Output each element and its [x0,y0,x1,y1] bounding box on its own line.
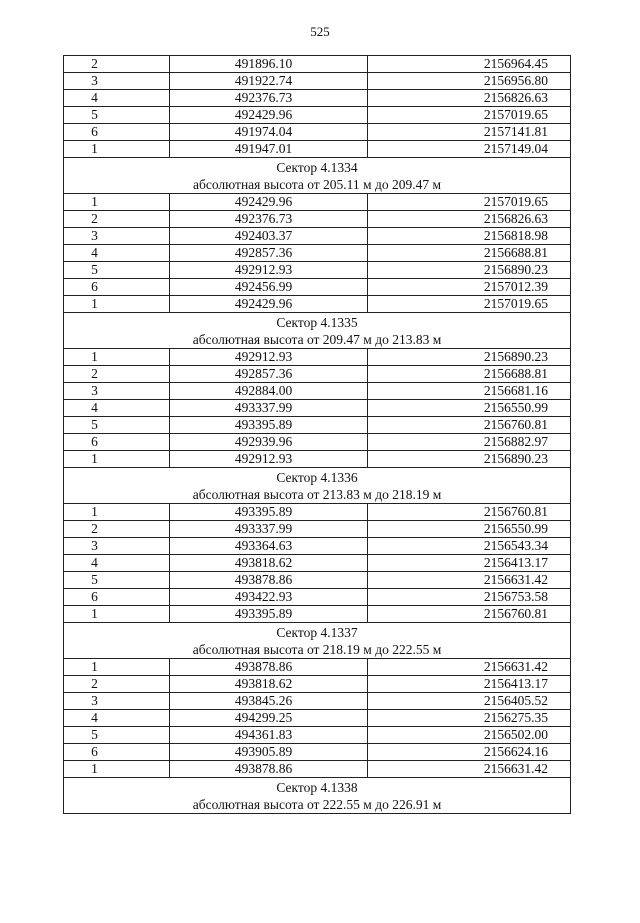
point-number-cell: 1 [64,659,170,676]
y-coordinate-cell: 2156818.98 [368,228,571,245]
sector-elevation: абсолютная высота от 218.19 м до 222.55 м [192,641,442,657]
x-coordinate-cell: 492456.99 [170,279,368,296]
sector-title: Сектор 4.1335 [276,314,358,330]
table-row [64,349,571,366]
table-row [64,296,571,313]
table-row [64,194,571,211]
x-coordinate-cell: 493337.99 [170,521,368,538]
sector-header [64,623,571,659]
x-coordinate-cell: 493395.89 [170,606,368,623]
point-number-cell: 6 [64,279,170,296]
table-row [64,141,571,158]
y-coordinate-cell: 2157019.65 [368,194,571,211]
x-coordinate-cell: 493364.63 [170,538,368,555]
table-row [64,366,571,383]
point-number-cell: 6 [64,434,170,451]
sector-header-row [64,778,571,814]
table-row [64,262,571,279]
point-number-cell: 1 [64,349,170,366]
point-number-cell: 1 [64,761,170,778]
point-number-cell: 3 [64,538,170,555]
x-coordinate-cell: 492429.96 [170,296,368,313]
y-coordinate-cell: 2156550.99 [368,521,571,538]
y-coordinate-cell: 2156405.52 [368,693,571,710]
x-coordinate-cell: 493337.99 [170,400,368,417]
table-row [64,555,571,572]
x-coordinate-cell: 491947.01 [170,141,368,158]
y-coordinate-cell: 2157019.65 [368,107,571,124]
table-row [64,417,571,434]
y-coordinate-cell: 2156964.45 [368,56,571,73]
x-coordinate-cell: 492429.96 [170,194,368,211]
table-row [64,56,571,73]
table-row [64,761,571,778]
sector-header-row [64,623,571,659]
point-number-cell: 3 [64,693,170,710]
point-number-cell: 4 [64,710,170,727]
coordinates-table [63,55,571,814]
x-coordinate-cell: 491922.74 [170,73,368,90]
x-coordinate-cell: 493395.89 [170,504,368,521]
y-coordinate-cell: 2156543.34 [368,538,571,555]
point-number-cell: 5 [64,262,170,279]
y-coordinate-cell: 2156753.58 [368,589,571,606]
table-row [64,107,571,124]
x-coordinate-cell: 493422.93 [170,589,368,606]
table-row [64,90,571,107]
x-coordinate-cell: 493818.62 [170,676,368,693]
x-coordinate-cell: 492939.96 [170,434,368,451]
point-number-cell: 6 [64,589,170,606]
sector-title: Сектор 4.1334 [276,159,358,175]
table-row [64,279,571,296]
table-row [64,606,571,623]
y-coordinate-cell: 2156760.81 [368,417,571,434]
table-row [64,434,571,451]
sector-elevation: абсолютная высота от 222.55 м до 226.91 м [192,796,442,812]
coordinates-table-body [64,56,571,814]
table-row [64,676,571,693]
y-coordinate-cell: 2157149.04 [368,141,571,158]
x-coordinate-cell: 491896.10 [170,56,368,73]
x-coordinate-cell: 492912.93 [170,451,368,468]
x-coordinate-cell: 494361.83 [170,727,368,744]
y-coordinate-cell: 2156890.23 [368,262,571,279]
point-number-cell: 4 [64,245,170,262]
page-number: 525 [310,24,330,39]
sector-elevation: абсолютная высота от 213.83 м до 218.19 м [192,486,442,502]
sector-header [64,778,571,814]
point-number-cell: 3 [64,228,170,245]
y-coordinate-cell: 2156760.81 [368,606,571,623]
x-coordinate-cell: 494299.25 [170,710,368,727]
x-coordinate-cell: 492912.93 [170,262,368,279]
x-coordinate-cell: 492884.00 [170,383,368,400]
table-row [64,451,571,468]
sector-header-row [64,313,571,349]
sector-title: Сектор 4.1337 [276,624,358,640]
table-row [64,228,571,245]
point-number-cell: 5 [64,727,170,744]
point-number-cell: 1 [64,194,170,211]
x-coordinate-cell: 493878.86 [170,572,368,589]
point-number-cell: 1 [64,504,170,521]
y-coordinate-cell: 2157141.81 [368,124,571,141]
y-coordinate-cell: 2156882.97 [368,434,571,451]
y-coordinate-cell: 2156413.17 [368,555,571,572]
y-coordinate-cell: 2156624.16 [368,744,571,761]
point-number-cell: 4 [64,400,170,417]
point-number-cell: 5 [64,417,170,434]
x-coordinate-cell: 492912.93 [170,349,368,366]
point-number-cell: 2 [64,366,170,383]
sector-header [64,468,571,504]
x-coordinate-cell: 493845.26 [170,693,368,710]
x-coordinate-cell: 492403.37 [170,228,368,245]
table-row [64,521,571,538]
point-number-cell: 2 [64,211,170,228]
point-number-cell: 6 [64,744,170,761]
point-number-cell: 4 [64,90,170,107]
x-coordinate-cell: 493878.86 [170,659,368,676]
point-number-cell: 1 [64,141,170,158]
x-coordinate-cell: 493395.89 [170,417,368,434]
point-number-cell: 6 [64,124,170,141]
x-coordinate-cell: 492857.36 [170,245,368,262]
table-row [64,538,571,555]
y-coordinate-cell: 2156890.23 [368,451,571,468]
table-row [64,727,571,744]
point-number-cell: 3 [64,383,170,400]
y-coordinate-cell: 2156688.81 [368,245,571,262]
x-coordinate-cell: 493818.62 [170,555,368,572]
x-coordinate-cell: 492429.96 [170,107,368,124]
point-number-cell: 2 [64,56,170,73]
sector-title: Сектор 4.1338 [276,779,358,795]
y-coordinate-cell: 2156688.81 [368,366,571,383]
table-row [64,124,571,141]
table-row [64,383,571,400]
y-coordinate-cell: 2156550.99 [368,400,571,417]
table-row [64,744,571,761]
y-coordinate-cell: 2156631.42 [368,572,571,589]
point-number-cell: 2 [64,676,170,693]
y-coordinate-cell: 2156826.63 [368,211,571,228]
point-number-cell: 5 [64,572,170,589]
y-coordinate-cell: 2157019.65 [368,296,571,313]
table-row [64,245,571,262]
x-coordinate-cell: 493905.89 [170,744,368,761]
table-row [64,659,571,676]
point-number-cell: 3 [64,73,170,90]
sector-header-row [64,158,571,194]
point-number-cell: 1 [64,606,170,623]
y-coordinate-cell: 2156681.16 [368,383,571,400]
table-row [64,572,571,589]
sector-header-row [64,468,571,504]
y-coordinate-cell: 2156631.42 [368,659,571,676]
sector-header [64,158,571,194]
y-coordinate-cell: 2157012.39 [368,279,571,296]
x-coordinate-cell: 492857.36 [170,366,368,383]
point-number-cell: 2 [64,521,170,538]
table-row [64,400,571,417]
table-row [64,211,571,228]
table-row [64,693,571,710]
sector-header [64,313,571,349]
y-coordinate-cell: 2156956.80 [368,73,571,90]
point-number-cell: 4 [64,555,170,572]
point-number-cell: 5 [64,107,170,124]
y-coordinate-cell: 2156890.23 [368,349,571,366]
table-row [64,589,571,606]
y-coordinate-cell: 2156826.63 [368,90,571,107]
sector-elevation: абсолютная высота от 205.11 м до 209.47 м [192,176,441,192]
sector-elevation: абсолютная высота от 209.47 м до 213.83 м [192,331,442,347]
y-coordinate-cell: 2156413.17 [368,676,571,693]
y-coordinate-cell: 2156502.00 [368,727,571,744]
x-coordinate-cell: 491974.04 [170,124,368,141]
y-coordinate-cell: 2156275.35 [368,710,571,727]
point-number-cell: 1 [64,296,170,313]
y-coordinate-cell: 2156631.42 [368,761,571,778]
table-row [64,504,571,521]
table-row [64,710,571,727]
y-coordinate-cell: 2156760.81 [368,504,571,521]
x-coordinate-cell: 492376.73 [170,211,368,228]
x-coordinate-cell: 493878.86 [170,761,368,778]
point-number-cell: 1 [64,451,170,468]
sector-title: Сектор 4.1336 [276,469,358,485]
table-row [64,73,571,90]
x-coordinate-cell: 492376.73 [170,90,368,107]
